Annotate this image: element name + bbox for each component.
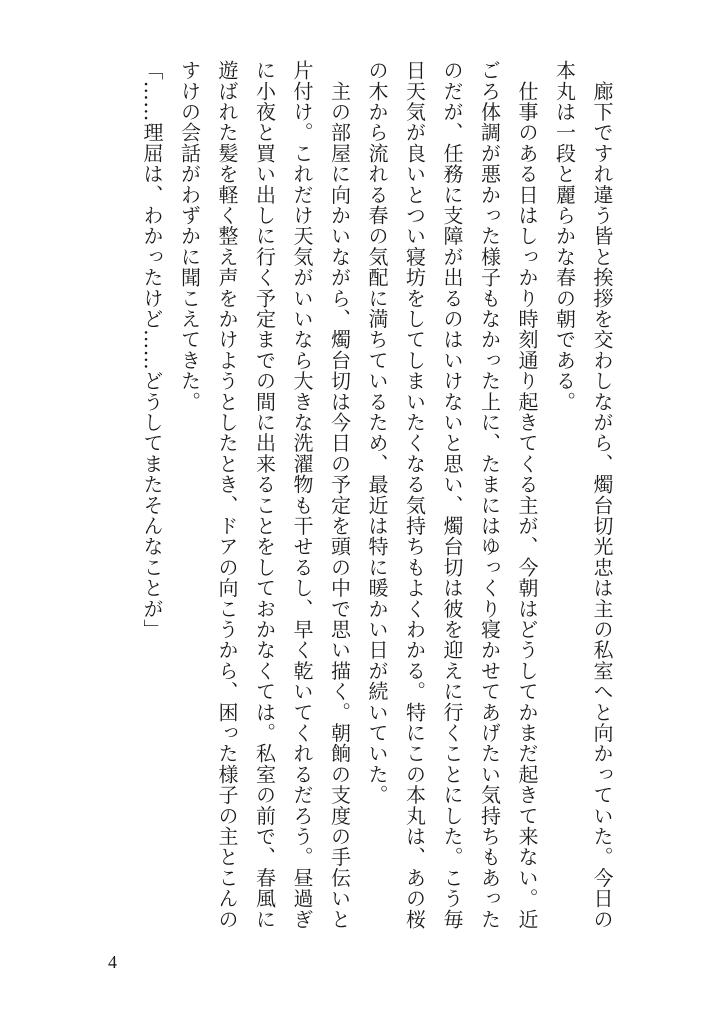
text-line: のだが、任務に支障が出るのはいけないと思い、燭台切は彼を迎えに行くことにした。こう毎 bbox=[440, 60, 464, 930]
text-line: 廊下ですれ違う皆と挨拶を交わしながら、燭台切光忠は主の私室へと向かっていた。今日の bbox=[590, 60, 614, 930]
text-line: ごろ体調が悪かった様子もなかった上に、たまにはゆっくり寝かせてあげたい気持ちもあった bbox=[477, 60, 502, 930]
text-line: 遊ばれた髪を軽く整え声をかけようとしたとき、ドアの向こうから、困った様子の主とこんの bbox=[215, 60, 239, 930]
text-line: 「……理屈は、わかったけど……どうしてまたそんなことが」 bbox=[140, 60, 164, 640]
text-line: 片付け。これだけ天気がいいなら大きな洗濯物も干せるし、早く乾いてくれるだろう。昼過ぎ bbox=[290, 60, 314, 930]
text-line: 日天気が良いとつい寝坊をしてしまいたくなる気持ちもよくわかる。特にこの本丸は、あの桜 bbox=[402, 60, 427, 930]
text-line: 仕事のある日はしっかり時刻通り起きてくる主が、今朝はどうしてかまだ起きて来ない。近 bbox=[515, 60, 539, 930]
text-line: すけの会話がわずかに聞こえてきた。 bbox=[177, 60, 202, 412]
vertical-text-body bbox=[100, 60, 620, 940]
text-line: 本丸は一段と麗らかな春の朝である。 bbox=[552, 60, 577, 412]
page-number: 4 bbox=[108, 952, 117, 972]
text-line: に小夜と買い出しに行く予定までの間に出来ることをしておかなくては。私室の前で、春風に bbox=[252, 60, 277, 930]
text-line: 主の部屋に向かいながら、燭台切は今日の予定を頭の中で思い描く。朝餉の支度の手伝いと bbox=[327, 60, 352, 930]
text-line: の木から流れる春の気配に満ちているため、最近は特に暖かい日が続いていた。 bbox=[365, 60, 389, 806]
